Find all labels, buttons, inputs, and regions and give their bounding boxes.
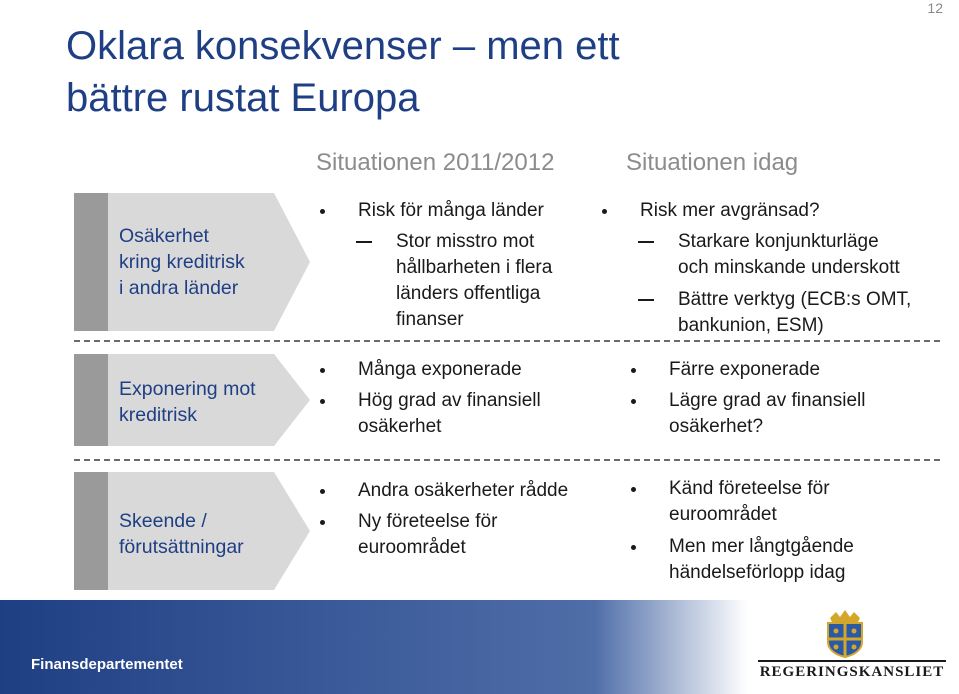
government-logo — [752, 608, 952, 692]
row-label-text: Osäkerhet kring kreditrisk i andra länder — [119, 225, 245, 299]
row-label-text: Skeende / förutsättningar — [119, 510, 244, 558]
list-item-text: Stor misstro mot hållbarheten i flera länders offentliga finanser — [396, 231, 553, 330]
list-item-text: Ny företeelse för euroområdet — [358, 511, 498, 558]
list-item-text: Färre exponerade — [669, 359, 821, 380]
page-number: 12 — [927, 0, 943, 16]
list-item-text: Risk mer avgränsad? — [640, 200, 820, 221]
list-item-text: Men mer långtgående händelseförlopp idag — [669, 536, 854, 583]
row3-right-list — [627, 476, 947, 586]
crown-crest-icon — [822, 608, 868, 658]
row2-right-list — [627, 357, 947, 440]
list-item — [598, 229, 948, 281]
row-divider — [74, 459, 940, 461]
slide-title — [66, 20, 866, 124]
list-item-text: Lägre grad av finansiell osäkerhet? — [669, 390, 866, 437]
list-item — [316, 198, 606, 224]
logo-rule — [758, 660, 946, 662]
list-item — [316, 509, 616, 561]
row-label-box — [74, 193, 310, 331]
list-item — [598, 287, 948, 339]
list-item-text: Starkare konjunkturläge och minskande underskott — [678, 231, 900, 278]
list-item-text: Bättre verktyg (ECB:s OMT, bankunion, ESM) — [678, 289, 912, 336]
column-heading-today: Situationen idag — [626, 149, 799, 176]
list-item — [627, 357, 947, 383]
list-item-text: Hög grad av finansiell osäkerhet — [358, 390, 541, 437]
row3-left-list — [316, 478, 616, 561]
row2-left-list — [316, 357, 606, 440]
list-item — [598, 198, 948, 224]
list-item — [627, 534, 947, 586]
column-heading-2011-2012: Situationen 2011/2012 — [316, 149, 555, 176]
list-item — [627, 388, 947, 440]
list-item-text: Känd företeelse för euroområdet — [669, 478, 830, 525]
footer-department: Finansdepartementet — [31, 656, 183, 673]
list-item — [627, 476, 947, 528]
list-item — [316, 478, 616, 504]
list-item — [316, 388, 606, 440]
row-label-box — [74, 472, 310, 590]
slide-title-text: Oklara konsekvenser – men ett bättre rustat Europa — [66, 24, 620, 120]
list-item-text: Många exponerade — [358, 359, 522, 380]
list-item — [316, 229, 606, 333]
row1-right-list — [598, 198, 948, 339]
list-item — [316, 357, 606, 383]
row-label-box — [74, 354, 310, 446]
list-item-text: Andra osäkerheter rådde — [358, 480, 569, 501]
logo-wordmark: REGERINGSKANSLIET — [759, 664, 945, 680]
list-item-text: Risk för många länder — [358, 200, 544, 221]
row1-left-list — [316, 198, 606, 333]
row-label-text: Exponering mot kreditrisk — [119, 378, 256, 426]
row-divider — [74, 340, 940, 342]
